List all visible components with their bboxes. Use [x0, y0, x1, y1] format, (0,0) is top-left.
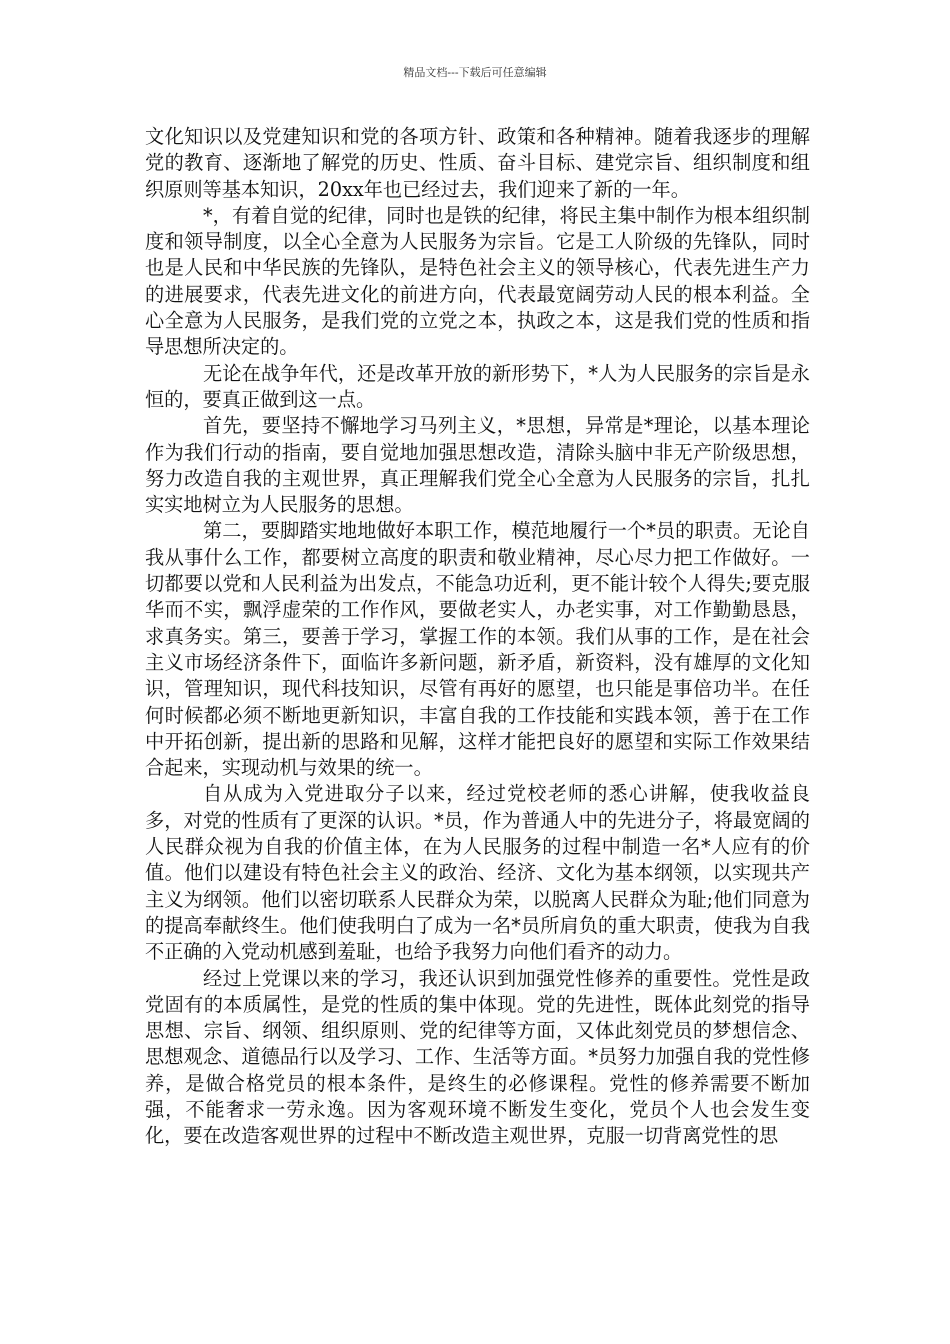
page-header: 精品文档---下载后可任意编辑	[403, 66, 547, 79]
paragraph: 自从成为入党进取分子以来，经过党校老师的悉心讲解，使我收益良多，对党的性质有了更深的认识。*员，作为普通人中的先进分子，将最宽阔的人民群众视为自我的价值主体，在为人民服务的过程中制造一名*人应有的价值。他们以建设有特色社会主义的政治、经济、文化为基本纲领，以实现共产主义为纲领。他们以密切联系人民群众为荣，以脱离人民群众为耻;他们同意为的提高奉献终生。他们使我明白了成为一名*员所肩负的重大职责，使我为自我不正确的入党动机感到羞耻，也给予我努力向他们看齐的动力。	[145, 782, 810, 964]
paragraph: 第二，要脚踏实地地做好本职工作，模范地履行一个*员的职责。无论自我从事什么工作，都要树立高度的职责和敬业精神，尽心尽力把工作做好。一切都要以党和人民利益为出发点，不能急功近利，更不能计较个人得失;要克服华而不实，飘浮虚荣的工作作风，要做老实人，办老实事，对工作勤勤恳恳，求真务实。第三，要善于学习，掌握工作的本领。我们从事的工作，是在社会主义市场经济条件下，面临许多新问题，新矛盾，新资料，没有雄厚的文化知识，管理知识，现代科技知识，尽管有再好的愿望，也只能是事倍功半。在任何时候都必须不断地更新知识，丰富自我的工作技能和实践本领，善于在工作中开拓创新，提出新的思路和见解，这样才能把良好的愿望和实际工作效果结合起来，实现动机与效果的统一。	[145, 519, 810, 780]
paragraph: 经过上党课以来的学习，我还认识到加强党性修养的重要性。党性是政党固有的本质属性，是党的性质的集中体现。党的先进性，既体此刻党的指导思想、宗旨、纲领、组织原则、党的纪律等方面，又体此刻党员的梦想信念、思想观念、道德品行以及学习、工作、生活等方面。*员努力加强自我的党性修养，是做合格党员的根本条件，是终生的必修课程。党性的修养需要不断加强，不能奢求一劳永逸。因为客观环境不断发生变化，党员个人也会发生变化，要在改造客观世界的过程中不断改造主观世界，克服一切背离党性的思	[145, 966, 810, 1148]
document-body	[145, 124, 810, 1150]
paragraph: 文化知识以及党建知识和党的各项方针、政策和各种精神。随着我逐步的理解党的教育、逐渐地了解党的历史、性质、奋斗目标、建党宗旨、组织制度和组织原则等基本知识，20xx年也已经过去，我们迎来了新的一年。	[145, 125, 810, 201]
paragraph: 首先，要坚持不懈地学习马列主义，*思想，异常是*理论，以基本理论作为我们行动的指南，要自觉地加强思想改造，清除头脑中非无产阶级思想，努力改造自我的主观世界，真正理解我们党全心全意为人民服务的宗旨，扎扎实实地树立为人民服务的思想。	[145, 414, 810, 517]
paragraph: *，有着自觉的纪律，同时也是铁的纪律，将民主集中制作为根本组织制度和领导制度，以全心全意为人民服务为宗旨。它是工人阶级的先锋队，同时也是人民和中华民族的先锋队，是特色社会主义的领导核心，代表先进生产力的进展要求，代表先进文化的前进方向，代表最宽阔劳动人民的根本利益。全心全意为人民服务，是我们党的立党之本，执政之本，这是我们党的性质和指导思想所决定的。	[145, 203, 810, 359]
paragraph: 无论在战争年代，还是改革开放的新形势下，*人为人民服务的宗旨是永恒的，要真正做到这一点。	[145, 361, 810, 411]
